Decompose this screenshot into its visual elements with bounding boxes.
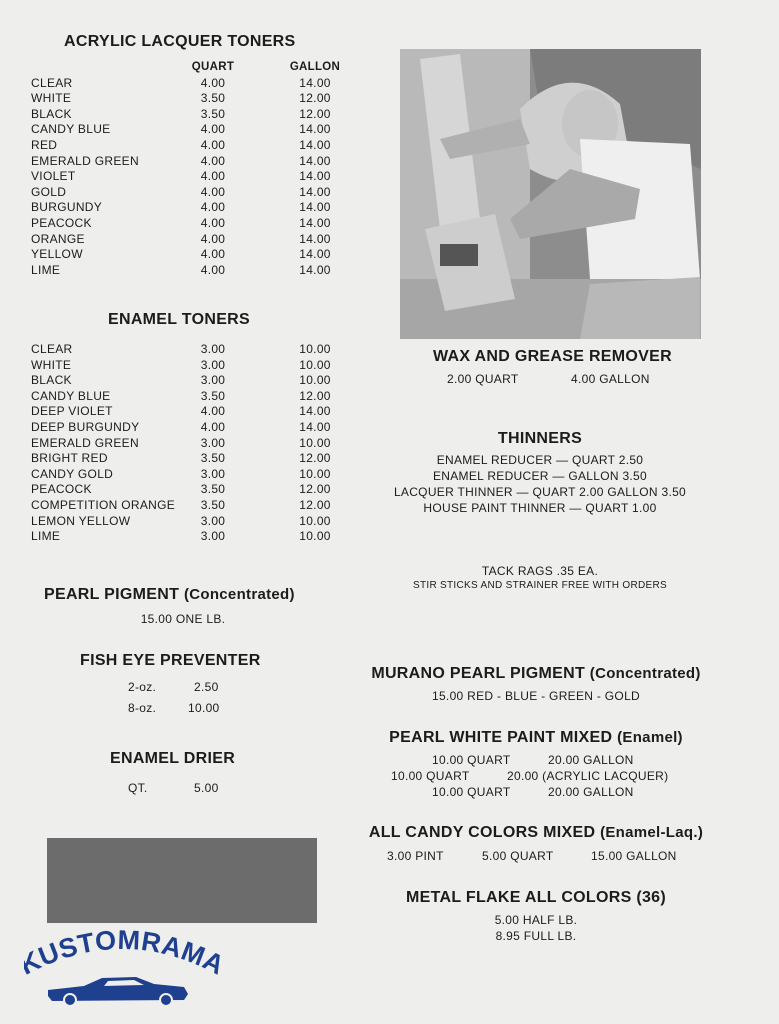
gallon-price: 14.00: [299, 215, 331, 230]
stir-sticks: STIR STICKS AND STRAINER FREE WITH ORDERS: [413, 580, 667, 591]
gallon-price: 10.00: [299, 342, 331, 356]
product-name: LIME: [31, 529, 61, 544]
gallon-price: 10.00: [299, 357, 331, 372]
acrylic-row: [31, 154, 351, 170]
quart-price: 3.00: [200, 529, 226, 544]
logo-text: USTOMRAM: [34, 928, 210, 972]
quart-price: 3.00: [200, 435, 226, 450]
gallon-price: 14.00: [299, 262, 331, 277]
fish-eye-size-1: 2-oz.: [128, 680, 157, 694]
pearl-white-2b: 20.00 (ACRYLIC LACQUER): [507, 769, 669, 783]
gallon-price: 12.00: [299, 91, 331, 106]
pearl-pigment-title: [44, 586, 295, 604]
acrylic-row: [31, 263, 351, 279]
enamel-row: [31, 342, 351, 358]
gallon-price: 14.00: [299, 75, 331, 90]
thinners-line-4: HOUSE PAINT THINNER — QUART 1.00: [423, 501, 657, 515]
enamel-row: [31, 498, 351, 514]
gallon-price: 10.00: [299, 529, 331, 544]
acrylic-row: [31, 76, 351, 92]
quart-price: 4.00: [200, 75, 226, 90]
wax-title: WAX AND GREASE REMOVER: [433, 348, 672, 365]
gallon-price: 10.00: [299, 373, 331, 388]
gallon-price: 14.00: [299, 137, 331, 152]
acrylic-row: [31, 185, 351, 201]
gallon-price: 14.00: [299, 404, 331, 419]
product-name: ORANGE: [31, 231, 85, 246]
product-name: COMPETITION ORANGE: [31, 497, 176, 512]
quart-price: 4.00: [200, 262, 226, 277]
photo-man-with-can: [400, 49, 701, 339]
pearl-white-heading: PEARL WHITE PAINT MIXED: [389, 729, 613, 746]
col-gallon: GALLON: [289, 61, 341, 73]
gray-placeholder-box: [47, 838, 317, 923]
candy-title: [340, 824, 732, 842]
acrylic-title: ACRYLIC LACQUER TONERS: [64, 33, 296, 50]
quart-price: 3.50: [200, 388, 226, 403]
acrylic-row: [31, 107, 351, 123]
acrylic-row: [31, 138, 351, 154]
acrylic-row: [31, 200, 351, 216]
pearl-pigment-sub: (Concentrated): [183, 586, 295, 603]
gallon-price: 10.00: [299, 513, 331, 528]
quart-price: 3.00: [200, 342, 226, 356]
quart-price: 3.00: [200, 466, 226, 481]
enamel-row: [31, 529, 351, 545]
enamel-row: [31, 451, 351, 467]
pearl-pigment-heading: PEARL PIGMENT: [44, 586, 180, 603]
enamel-title: ENAMEL TONERS: [108, 311, 250, 328]
murano-sub: (Concentrated): [589, 665, 701, 682]
wax-gallon: 4.00 GALLON: [571, 372, 650, 386]
product-name: WHITE: [31, 357, 72, 372]
thinners-line-1: ENAMEL REDUCER — QUART 2.50: [436, 453, 644, 467]
enamel-row: [31, 373, 351, 389]
acrylic-row: [31, 232, 351, 248]
gallon-price: 14.00: [299, 169, 331, 184]
quart-price: 4.00: [200, 231, 226, 246]
product-name: BURGUNDY: [31, 200, 103, 215]
acrylic-row: [31, 122, 351, 138]
logo-graphic: [24, 928, 220, 1014]
gallon-price: 10.00: [299, 435, 331, 450]
product-name: DEEP VIOLET: [31, 404, 113, 419]
product-name: CANDY BLUE: [31, 388, 111, 403]
flake-half: 5.00 HALF LB.: [494, 913, 578, 927]
product-name: CANDY GOLD: [31, 466, 114, 481]
enamel-table: [31, 342, 351, 545]
acrylic-table: [31, 60, 351, 278]
gallon-price: 14.00: [299, 153, 331, 168]
enamel-row: [31, 436, 351, 452]
fish-eye-price-1: 2.50: [194, 680, 219, 694]
quart-price: 4.00: [200, 419, 226, 434]
gallon-price: 12.00: [299, 388, 331, 403]
product-name: CANDY BLUE: [31, 122, 111, 137]
gallon-price: 12.00: [299, 482, 331, 497]
product-name: EMERALD GREEN: [31, 153, 139, 168]
flake-full: 8.95 FULL LB.: [495, 929, 577, 943]
kustomrama-logo: [24, 928, 220, 1014]
gallon-price: 12.00: [299, 497, 331, 512]
enamel-row: [31, 389, 351, 405]
candy-pint: 3.00 PINT: [387, 849, 444, 863]
gallon-price: 14.00: [299, 419, 331, 434]
flake-title: METAL FLAKE ALL COLORS (36): [406, 889, 666, 906]
quart-price: 4.00: [200, 169, 226, 184]
murano-heading: MURANO PEARL PIGMENT: [371, 665, 586, 682]
quart-price: 4.00: [200, 184, 226, 199]
product-name: GOLD: [31, 184, 67, 199]
acrylic-row: [31, 91, 351, 107]
enamel-rows: [31, 342, 351, 545]
drier-size: QT.: [128, 781, 148, 795]
candy-sub: (Enamel-Laq.): [600, 824, 704, 841]
product-name: BRIGHT RED: [31, 451, 108, 466]
gallon-price: 14.00: [299, 231, 331, 246]
gallon-price: 12.00: [299, 106, 331, 121]
fish-eye-price-2: 10.00: [188, 701, 220, 715]
product-name: WHITE: [31, 91, 72, 106]
product-name: YELLOW: [31, 247, 83, 262]
product-name: VIOLET: [31, 169, 76, 184]
quart-price: 4.00: [200, 404, 226, 419]
car-icon: [48, 977, 188, 1006]
product-name: LEMON YELLOW: [31, 513, 131, 528]
product-name: CLEAR: [31, 75, 73, 90]
gallon-price: 12.00: [299, 451, 331, 466]
product-name: BLACK: [31, 373, 72, 388]
product-name: LIME: [31, 262, 61, 277]
gallon-price: 14.00: [299, 122, 331, 137]
tack-rags: TACK RAGS .35 EA.: [481, 564, 599, 578]
enamel-row: [31, 467, 351, 483]
enamel-row: [31, 358, 351, 374]
pearl-white-1a: 10.00 QUART: [432, 753, 511, 767]
quart-price: 4.00: [200, 153, 226, 168]
gallon-price: 10.00: [299, 466, 331, 481]
quart-price: 4.00: [200, 215, 226, 230]
murano-line: 15.00 RED - BLUE - GREEN - GOLD: [431, 689, 641, 703]
acrylic-row: [31, 169, 351, 185]
product-name: BLACK: [31, 106, 72, 121]
acrylic-row: [31, 216, 351, 232]
candy-heading: ALL CANDY COLORS MIXED: [368, 824, 596, 841]
quart-price: 3.00: [200, 357, 226, 372]
product-name: PEACOCK: [31, 482, 92, 497]
quart-price: 4.00: [200, 122, 226, 137]
pearl-white-3b: 20.00 GALLON: [548, 785, 634, 799]
gallon-price: 14.00: [299, 200, 331, 215]
pearl-white-sub: (Enamel): [617, 729, 683, 746]
enamel-row: [31, 404, 351, 420]
candy-quart: 5.00 QUART: [482, 849, 554, 863]
col-quart: QUART: [191, 61, 235, 73]
quart-price: 3.00: [200, 373, 226, 388]
photo-graphic: [400, 49, 701, 339]
pearl-white-2a: 10.00 QUART: [391, 769, 470, 783]
quart-price: 3.50: [200, 91, 226, 106]
pearl-white-3a: 10.00 QUART: [432, 785, 511, 799]
thinners-line-3: LACQUER THINNER — QUART 2.00 GALLON 3.50: [393, 485, 687, 499]
wax-quart: 2.00 QUART: [447, 372, 519, 386]
enamel-row: [31, 482, 351, 498]
product-name: CLEAR: [31, 342, 73, 356]
acrylic-header-row: [31, 60, 351, 76]
candy-gallon: 15.00 GALLON: [591, 849, 677, 863]
enamel-row: [31, 514, 351, 530]
acrylic-rows: [31, 76, 351, 279]
product-name: PEACOCK: [31, 215, 92, 230]
gallon-price: 14.00: [299, 247, 331, 262]
quart-price: 3.50: [200, 451, 226, 466]
fish-eye-title: FISH EYE PREVENTER: [80, 652, 261, 669]
pearl-white-title: [340, 729, 732, 747]
drier-title: ENAMEL DRIER: [110, 750, 236, 767]
acrylic-row: [31, 247, 351, 263]
thinners-title: THINNERS: [497, 430, 583, 447]
product-name: DEEP BURGUNDY: [31, 419, 140, 434]
murano-title: [340, 665, 732, 683]
pearl-white-1b: 20.00 GALLON: [548, 753, 634, 767]
thinners-line-2: ENAMEL REDUCER — GALLON 3.50: [432, 469, 648, 483]
product-name: EMERALD GREEN: [31, 435, 139, 450]
enamel-row: [31, 420, 351, 436]
quart-price: 4.00: [200, 200, 226, 215]
quart-price: 3.50: [200, 497, 226, 512]
quart-price: 3.50: [200, 482, 226, 497]
quart-price: 3.00: [200, 513, 226, 528]
fish-eye-size-2: 8-oz.: [128, 701, 157, 715]
gallon-price: 14.00: [299, 184, 331, 199]
quart-price: 4.00: [200, 247, 226, 262]
product-name: RED: [31, 137, 58, 152]
quart-price: 4.00: [200, 137, 226, 152]
drier-price: 5.00: [194, 781, 219, 795]
quart-price: 3.50: [200, 106, 226, 121]
pearl-pigment-price: 15.00 ONE LB.: [140, 612, 226, 626]
